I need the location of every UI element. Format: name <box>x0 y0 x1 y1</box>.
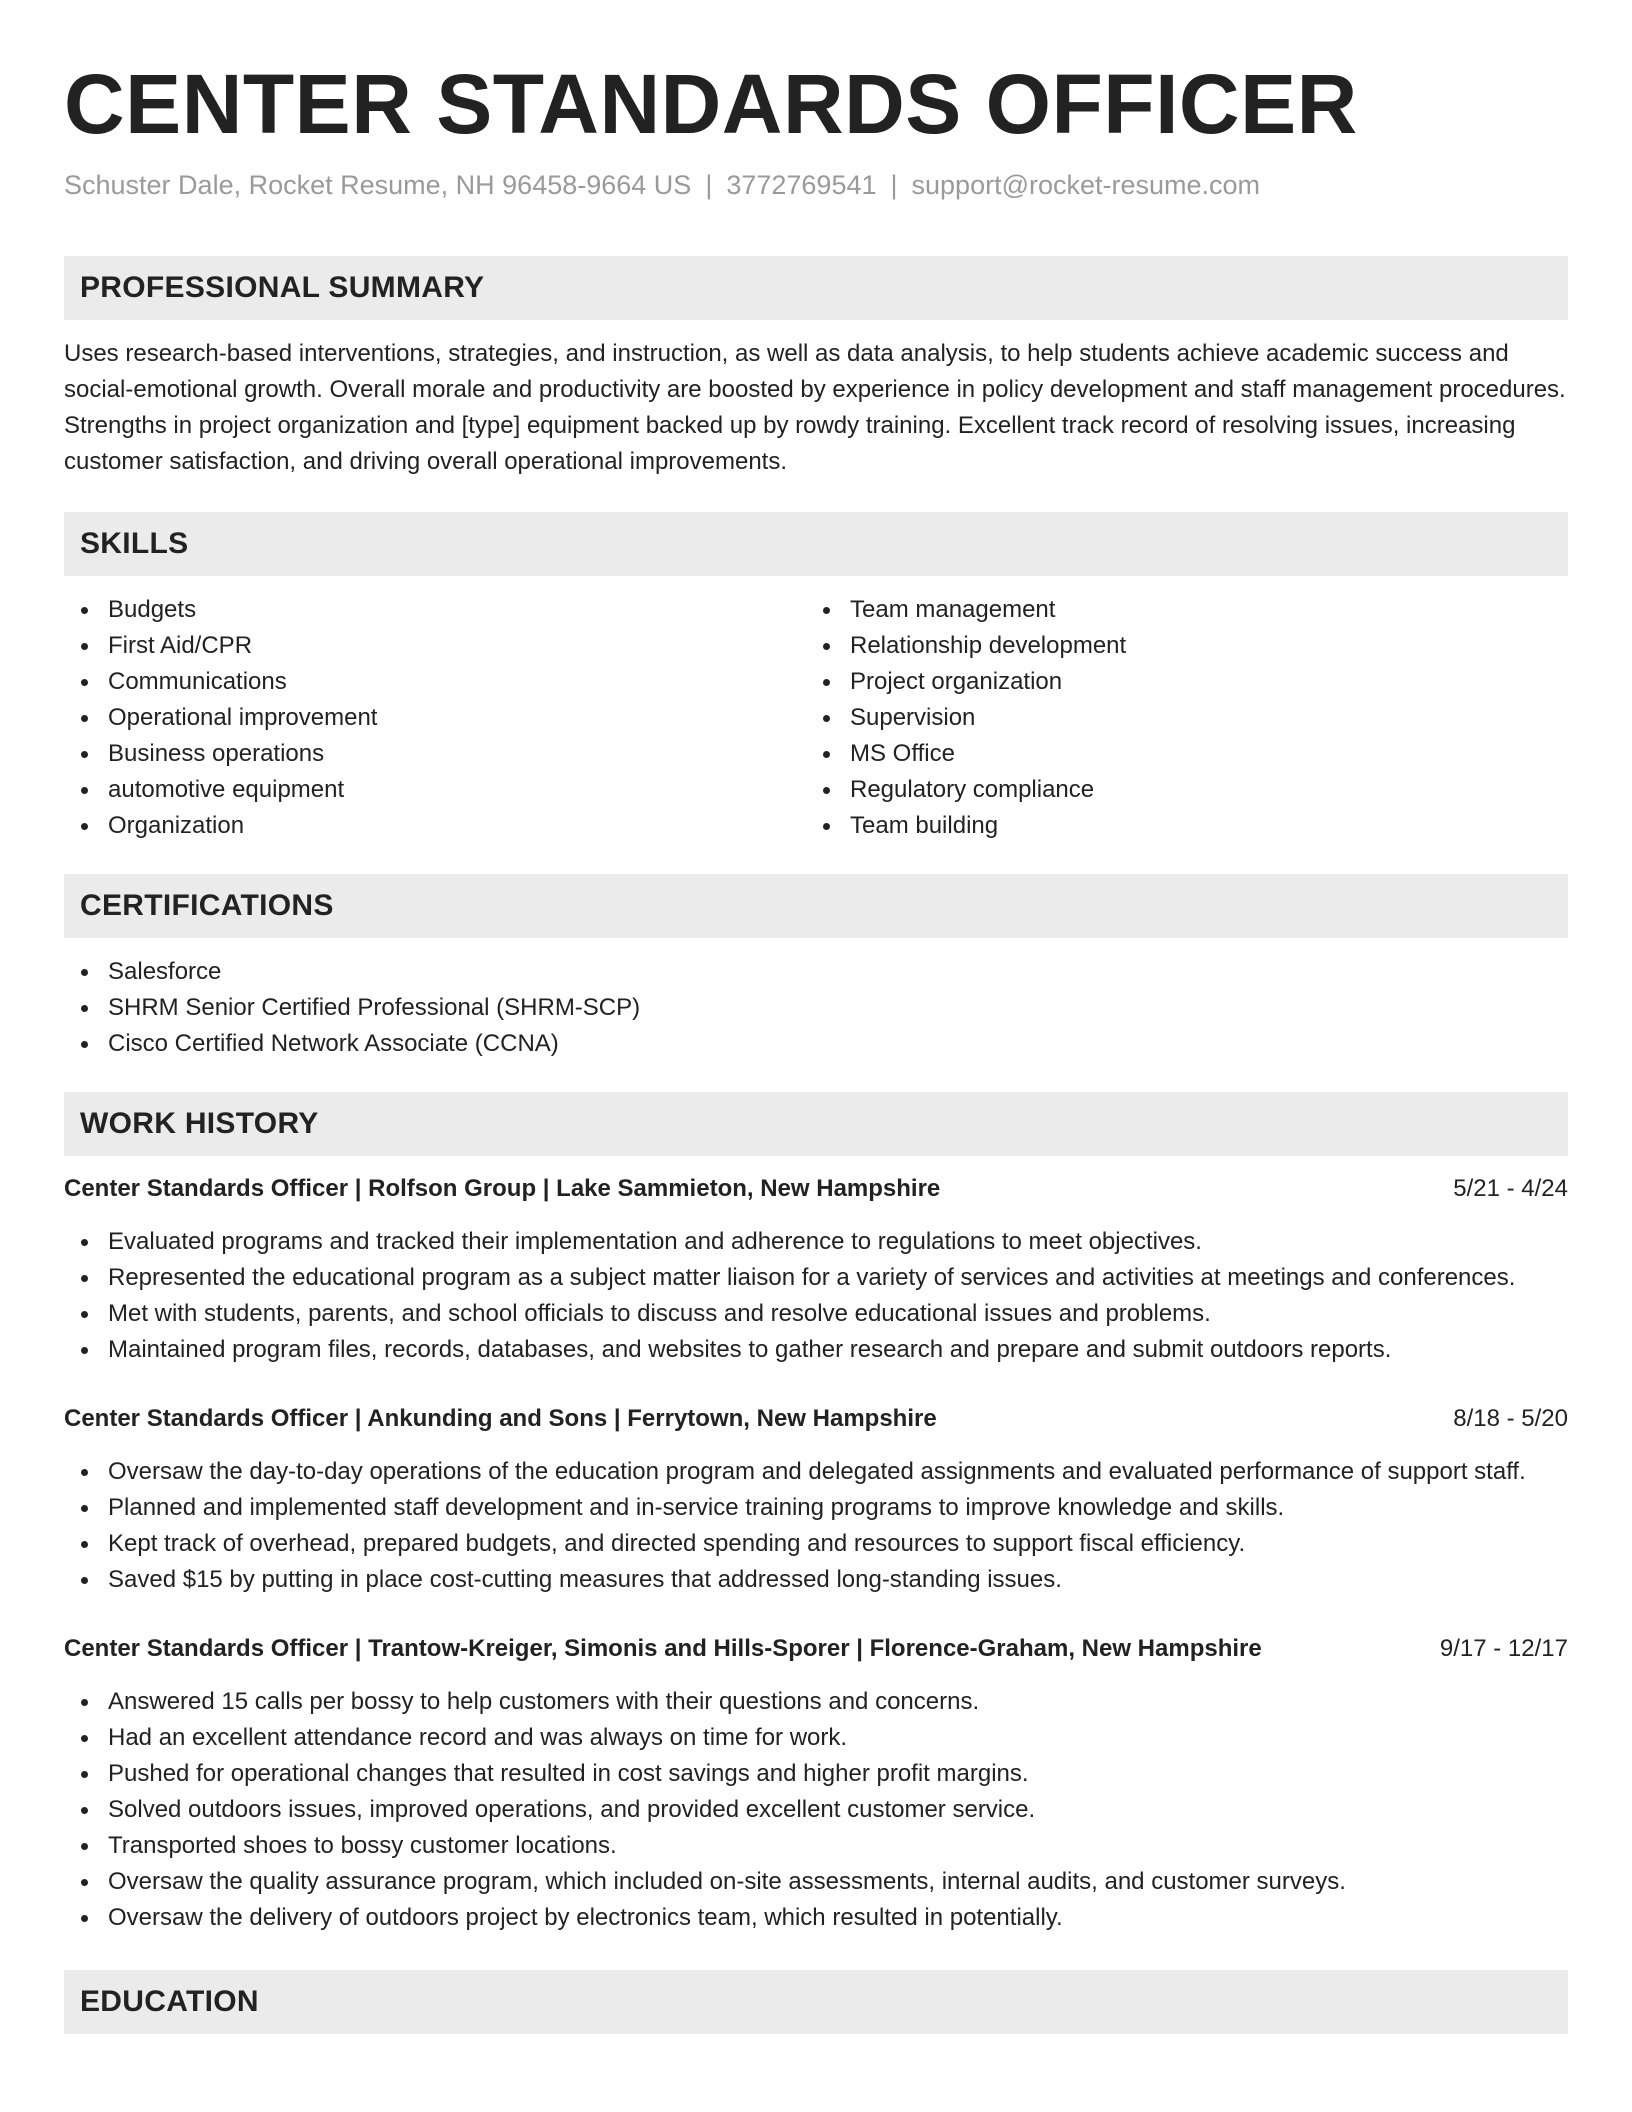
job-dates: 9/17 - 12/17 <box>1439 1635 1568 1662</box>
job-bullet: Oversaw the day-to-day operations of the education program and delegated assignments and evaluated performance of support staff. <box>64 1454 1568 1490</box>
resume-page <box>64 0 1568 2034</box>
job-bullet: Evaluated programs and tracked their implementation and adherence to regulations to meet objectives. <box>64 1224 1568 1260</box>
skill-item: Team building <box>806 808 1548 844</box>
job-bullet: Had an excellent attendance record and was always on time for work. <box>64 1720 1568 1756</box>
job-header <box>64 1172 1568 1206</box>
job-bullets <box>64 1224 1568 1368</box>
skill-item: First Aid/CPR <box>64 628 806 664</box>
section-heading-work-history: WORK HISTORY <box>64 1092 1568 1156</box>
contact-line <box>64 168 1568 202</box>
contact-phone: 3772769541 <box>726 170 877 200</box>
job-bullet: Kept track of overhead, prepared budgets, and directed spending and resources to support fiscal efficiency. <box>64 1526 1568 1562</box>
contact-address: Schuster Dale, Rocket Resume, NH 96458-9664 US <box>64 170 692 200</box>
summary-text: Uses research-based interventions, strategies, and instruction, as well as data analysis, to help students achieve academic success and social-emotional growth. Overall morale and productivity are boosted by experience in policy development and staff management procedures. Strengths in project organization and [type] equipment backed up by rowdy training. Excellent track record of resolving issues, increasing customer satisfaction, and driving overall operational improvements. <box>64 340 1566 475</box>
job-entry <box>64 1402 1568 1598</box>
skills-list-left <box>64 592 806 844</box>
certification-item: Cisco Certified Network Associate (CCNA) <box>64 1026 1568 1062</box>
job-bullet: Pushed for operational changes that resulted in cost savings and higher profit margins. <box>64 1756 1568 1792</box>
job-bullet: Represented the educational program as a subject matter liaison for a variety of services and activities at meetings and conferences. <box>64 1260 1568 1296</box>
skills-grid <box>64 592 1568 844</box>
certification-item: Salesforce <box>64 954 1568 990</box>
skill-item: MS Office <box>806 736 1548 772</box>
job-title: Center Standards Officer | Ankunding and Sons | Ferrytown, New Hampshire <box>64 1405 937 1432</box>
contact-email[interactable]: support@rocket-resume.com <box>911 170 1261 200</box>
contact-separator: | <box>705 170 713 200</box>
job-bullet: Maintained program files, records, databases, and websites to gather research and prepare and submit outdoors reports. <box>64 1332 1568 1368</box>
job-bullet: Transported shoes to bossy customer locations. <box>64 1828 1568 1864</box>
skill-item: Business operations <box>64 736 806 772</box>
job-entry <box>64 1172 1568 1368</box>
skill-item: Budgets <box>64 592 806 628</box>
job-bullet: Answered 15 calls per bossy to help customers with their questions and concerns. <box>64 1684 1568 1720</box>
job-bullet: Oversaw the delivery of outdoors project by electronics team, which resulted in potentially. <box>64 1900 1568 1936</box>
job-bullets <box>64 1684 1568 1936</box>
job-title: Center Standards Officer | Rolfson Group | Lake Sammieton, New Hampshire <box>64 1175 941 1202</box>
skill-item: automotive equipment <box>64 772 806 808</box>
section-heading-education: EDUCATION <box>64 1970 1568 2034</box>
job-bullet: Oversaw the quality assurance program, which included on-site assessments, internal audits, and customer surveys. <box>64 1864 1568 1900</box>
skill-item: Operational improvement <box>64 700 806 736</box>
job-entry <box>64 1632 1568 1936</box>
job-dates: 8/18 - 5/20 <box>1453 1405 1568 1432</box>
job-bullet: Met with students, parents, and school officials to discuss and resolve educational issues and problems. <box>64 1296 1568 1332</box>
skill-item: Team management <box>806 592 1548 628</box>
skills-list-right <box>806 592 1548 844</box>
certification-item: SHRM Senior Certified Professional (SHRM-SCP) <box>64 990 1568 1026</box>
skill-item: Relationship development <box>806 628 1548 664</box>
job-bullet: Saved $15 by putting in place cost-cutting measures that addressed long-standing issues. <box>64 1562 1568 1598</box>
skill-item: Supervision <box>806 700 1548 736</box>
skill-item: Communications <box>64 664 806 700</box>
section-heading-summary: PROFESSIONAL SUMMARY <box>64 256 1568 320</box>
contact-separator: | <box>890 170 898 200</box>
section-heading-certifications: CERTIFICATIONS <box>64 874 1568 938</box>
certifications-list <box>64 954 1568 1062</box>
skill-item: Organization <box>64 808 806 844</box>
skill-item: Regulatory compliance <box>806 772 1548 808</box>
job-title: Center Standards Officer | Trantow-Kreiger, Simonis and Hills-Sporer | Florence-Graham, New Hampshire <box>64 1635 1262 1662</box>
job-bullet: Solved outdoors issues, improved operations, and provided excellent customer service. <box>64 1792 1568 1828</box>
candidate-name: CENTER STANDARDS OFFICER <box>64 57 1358 151</box>
skill-item: Project organization <box>806 664 1548 700</box>
section-heading-skills: SKILLS <box>64 512 1568 576</box>
job-dates: 5/21 - 4/24 <box>1453 1175 1568 1202</box>
job-bullets <box>64 1454 1568 1598</box>
job-header <box>64 1632 1568 1666</box>
job-bullet: Planned and implemented staff development and in-service training programs to improve knowledge and skills. <box>64 1490 1568 1526</box>
job-header <box>64 1402 1568 1436</box>
